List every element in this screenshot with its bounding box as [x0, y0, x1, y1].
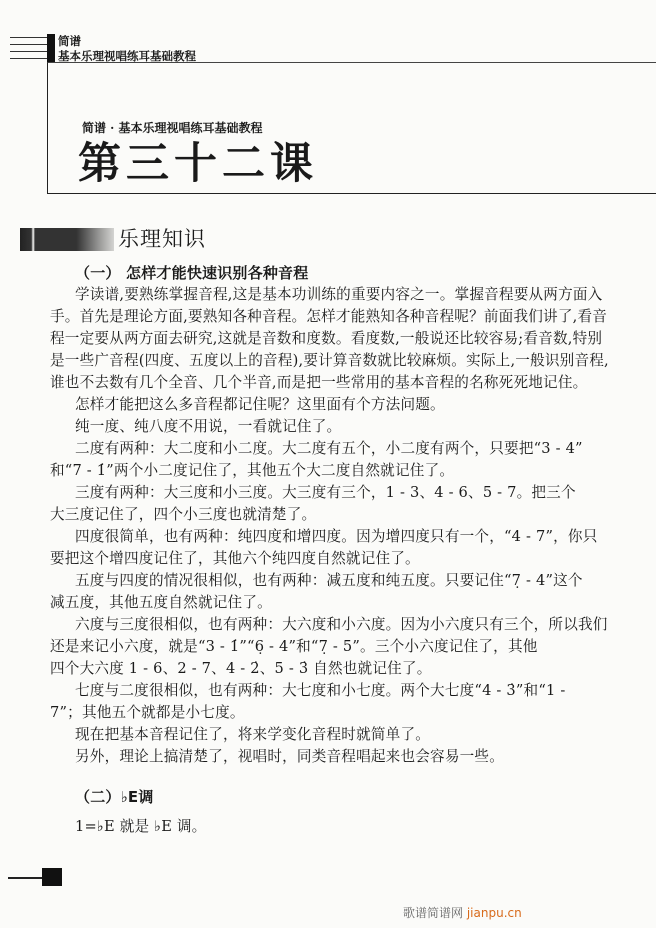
text-line: 五度与四度的情况很相似，也有两种：减五度和纯五度。只要记住“7̣ - 4”这个 [75, 572, 583, 589]
footer-line [8, 877, 42, 879]
running-header-series: 简谱 [58, 34, 81, 48]
text-line: 另外，理论上搞清楚了，视唱时，同类音程唱起来也会容易一些。 [75, 748, 505, 765]
text-line: 程一定要从两方面去研究,这就是音数和度数。看度数,一般说还比较容易;看音数,特别 [50, 330, 603, 347]
decor-line [10, 58, 47, 59]
text-line: 现在把基本音程记住了，将来学变化音程时就简单了。 [75, 726, 431, 743]
text-line: 六度与三度很相似，也有两种：大六度和小六度。因为小六度只有三个，所以我们 [75, 616, 608, 633]
text-line: 四度很简单，也有两种：纯四度和增四度。因为增四度只有一个，“4 - 7”，你只 [75, 528, 598, 545]
text-line: 1=♭E 就是 ♭E 调。 [75, 818, 207, 835]
text-line: 要把这个增四度记住了，其他六个纯四度自然就记住了。 [50, 550, 420, 567]
decor-line [10, 37, 47, 38]
watermark-cn: 歌谱简谱网 [403, 906, 464, 920]
text-line: 学读谱,要熟练掌握音程,这是基本功训练的重要内容之一。掌握音程要从两方面入 [75, 286, 603, 303]
text-line: 是一些广音程(四度、五度以上的音程),要计算音数就比较麻烦。实际上,一般识别音程, [50, 352, 609, 369]
text-line: 二度有两种：大二度和小二度。大二度有五个，小二度有两个，只要把“3 - 4” [75, 440, 583, 457]
decor-line [10, 44, 47, 45]
section-marker [20, 228, 114, 251]
text-line: 7”；其他五个就都是小七度。 [50, 704, 245, 721]
lesson-title: 第三十二课 [78, 139, 318, 189]
text-line: 七度与二度很相似，也有两种：大七度和小七度。两个大七度“4 - 3̇”和“1 - [75, 682, 566, 699]
text-line: 还是来记小六度，就是“3 - 1̇”“6̣ - 4”和“7̣ - 5”。三个小六度记住了，其他 [50, 638, 538, 655]
text-line: 怎样才能把这么多音程都记住呢？这里面有个方法问题。 [75, 396, 445, 413]
text-line: 三度有两种：大三度和小三度。大三度有三个，1 - 3、4 - 6、5 - 7。把三个 [75, 484, 576, 501]
running-header-book: 基本乐理视唱练耳基础教程 [58, 49, 196, 63]
watermark-url: jianpu.cn [466, 906, 522, 920]
subheading: （二）♭E调 [75, 788, 154, 806]
page-marker [42, 868, 62, 886]
text-line: 和“7 - 1̇”两个小二度记住了，其他五个大二度自然就记住了。 [50, 462, 455, 479]
header-bar [47, 34, 55, 62]
text-line: 减五度，其他五度自然就记住了。 [50, 594, 272, 611]
watermark [403, 904, 522, 921]
text-line: 大三度记住了，四个小三度也就清楚了。 [50, 506, 317, 523]
section-title: 乐理知识 [118, 227, 206, 251]
subheading: （一） 怎样才能快速识别各种音程 [75, 264, 309, 282]
text-line: 四个大六度 1 - 6、2 - 7、4 - 2̇、5 - 3̇ 自然也就记住了。 [50, 660, 432, 677]
text-line: 谁也不去数有几个全音、几个半音,而是把一些常用的基本音程的名称死死地记住。 [50, 374, 588, 391]
decor-line [10, 51, 47, 52]
lesson-subtitle: 简谱 · 基本乐理视唱练耳基础教程 [82, 121, 263, 135]
text-line: 纯一度、纯八度不用说，一看就记住了。 [75, 418, 342, 435]
text-line: 手。首先是理论方面,要熟知各种音程。怎样才能熟知各种音程呢？前面我们讲了,看音 [50, 308, 608, 325]
